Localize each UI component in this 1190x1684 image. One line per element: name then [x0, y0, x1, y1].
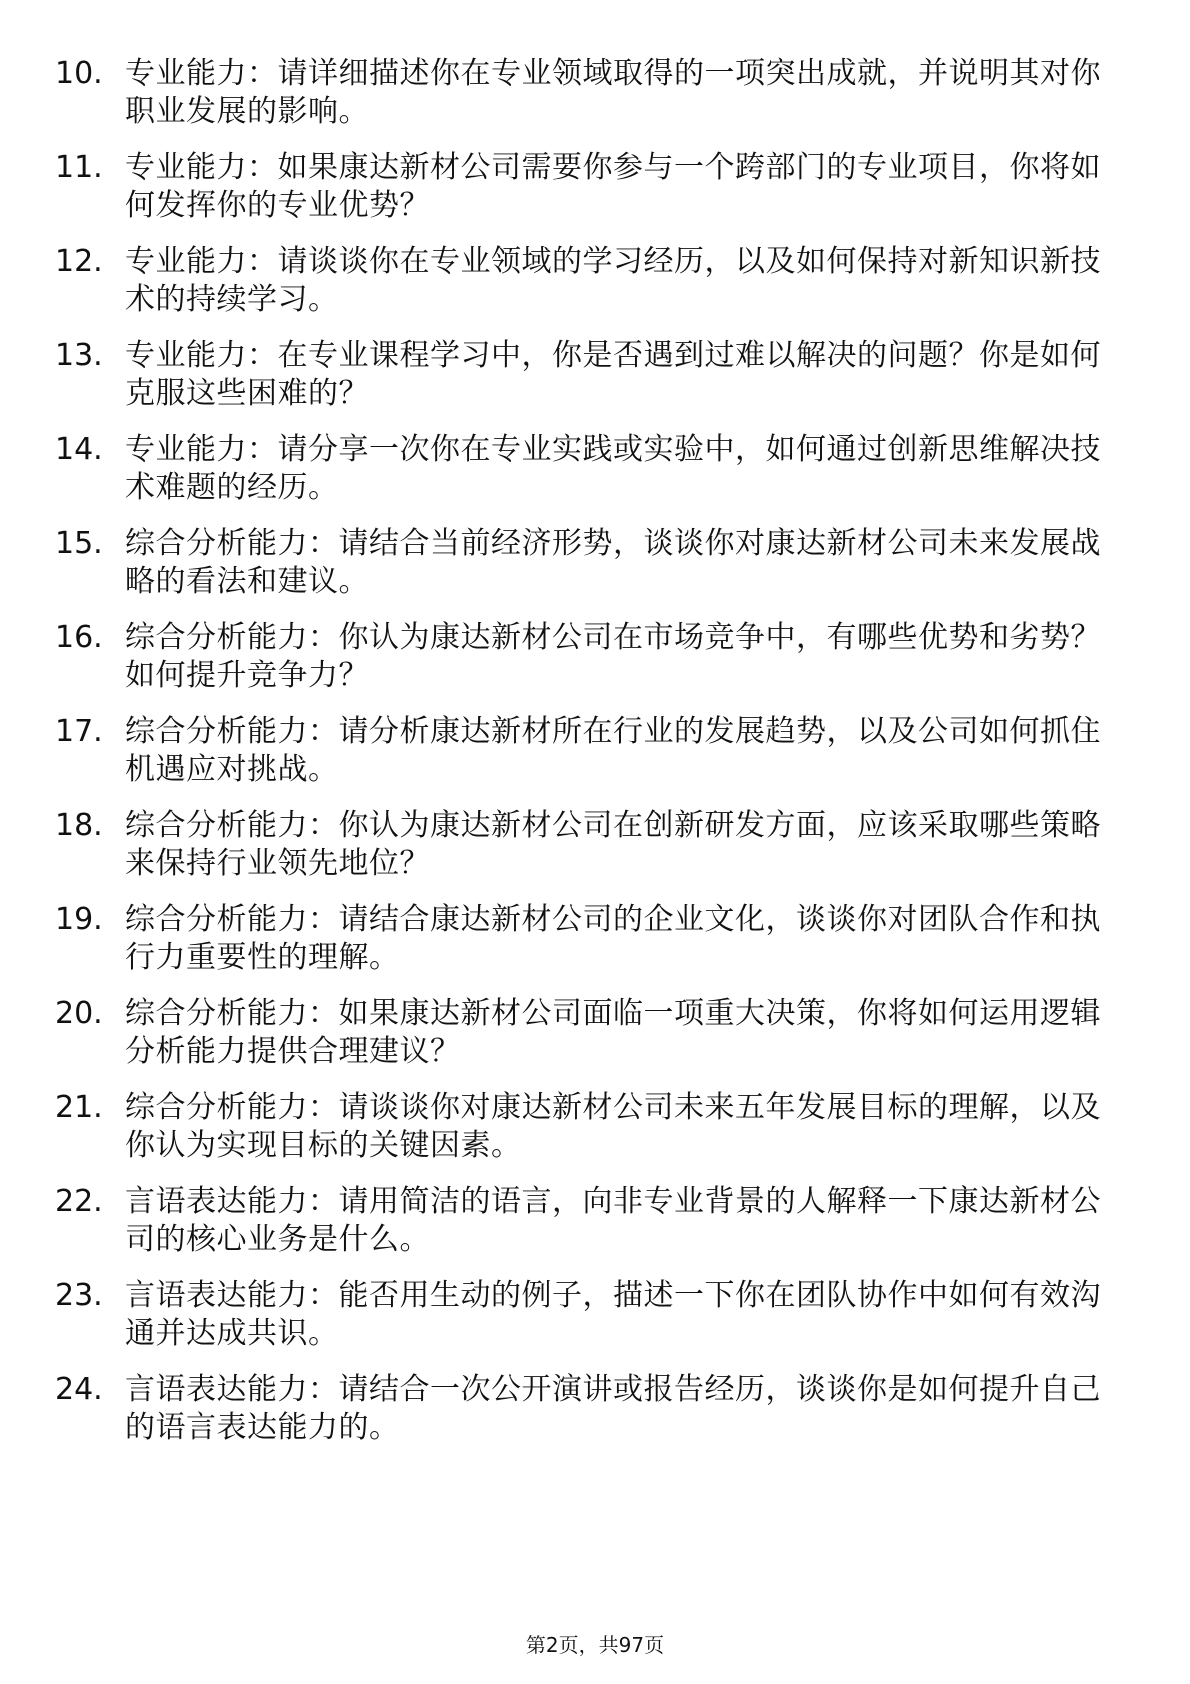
question-item	[55, 1089, 1115, 1165]
question-text: 言语表达能力：请结合一次公开演讲或报告经历，谈谈你是如何提升自己的语言表达能力的。	[125, 1372, 1101, 1445]
question-text: 综合分析能力：你认为康达新材公司在市场竞争中，有哪些优势和劣势？如何提升竞争力？	[125, 620, 1101, 693]
question-item	[55, 807, 1115, 883]
question-item	[55, 149, 1115, 225]
question-text: 综合分析能力：请谈谈你对康达新材公司未来五年发展目标的理解，以及你认为实现目标的关键因素。	[125, 1090, 1101, 1163]
question-text: 综合分析能力：请结合当前经济形势，谈谈你对康达新材公司未来发展战略的看法和建议。	[125, 526, 1101, 599]
question-text: 专业能力：在专业课程学习中，你是否遇到过难以解决的问题？你是如何克服这些困难的？	[125, 338, 1101, 411]
question-text: 专业能力：请分享一次你在专业实践或实验中，如何通过创新思维解决技术难题的经历。	[125, 432, 1101, 505]
question-text: 言语表达能力：请用简洁的语言，向非专业背景的人解释一下康达新材公司的核心业务是什么。	[125, 1184, 1101, 1257]
question-item	[55, 619, 1115, 695]
question-number: 15.	[55, 526, 103, 561]
page-footer: 第2页，共97页	[525, 1633, 665, 1657]
question-item	[55, 1371, 1115, 1447]
question-item	[55, 713, 1115, 789]
question-item	[55, 995, 1115, 1071]
question-item	[55, 431, 1115, 507]
question-number: 21.	[55, 1090, 103, 1125]
question-item	[55, 1183, 1115, 1259]
question-item	[55, 525, 1115, 601]
question-text: 综合分析能力：如果康达新材公司面临一项重大决策，你将如何运用逻辑分析能力提供合理建议？	[125, 996, 1101, 1069]
question-text: 综合分析能力：你认为康达新材公司在创新研发方面，应该采取哪些策略来保持行业领先地位？	[125, 808, 1101, 881]
question-number: 11.	[55, 150, 103, 185]
question-number: 13.	[55, 338, 103, 373]
question-number: 23.	[55, 1278, 103, 1313]
question-text: 综合分析能力：请分析康达新材所在行业的发展趋势，以及公司如何抓住机遇应对挑战。	[125, 714, 1101, 787]
question-number: 12.	[55, 244, 103, 279]
question-text: 专业能力：请详细描述你在专业领域取得的一项突出成就，并说明其对你职业发展的影响。	[125, 56, 1101, 129]
question-number: 14.	[55, 432, 103, 467]
question-item	[55, 1277, 1115, 1353]
question-number: 24.	[55, 1372, 103, 1407]
question-item	[55, 901, 1115, 977]
question-text: 综合分析能力：请结合康达新材公司的企业文化，谈谈你对团队合作和执行力重要性的理解。	[125, 902, 1101, 975]
question-number: 16.	[55, 620, 103, 655]
question-number: 18.	[55, 808, 103, 843]
question-number: 19.	[55, 902, 103, 937]
question-number: 17.	[55, 714, 103, 749]
question-number: 10.	[55, 56, 103, 91]
question-number: 20.	[55, 996, 103, 1031]
question-text: 专业能力：请谈谈你在专业领域的学习经历，以及如何保持对新知识新技术的持续学习。	[125, 244, 1101, 317]
question-item	[55, 243, 1115, 319]
question-item	[55, 337, 1115, 413]
question-text: 言语表达能力：能否用生动的例子，描述一下你在团队协作中如何有效沟通并达成共识。	[125, 1278, 1101, 1351]
question-text: 专业能力：如果康达新材公司需要你参与一个跨部门的专业项目，你将如何发挥你的专业优势？	[125, 150, 1101, 223]
question-number: 22.	[55, 1184, 103, 1219]
question-list	[55, 55, 1115, 1465]
question-item	[55, 55, 1115, 131]
